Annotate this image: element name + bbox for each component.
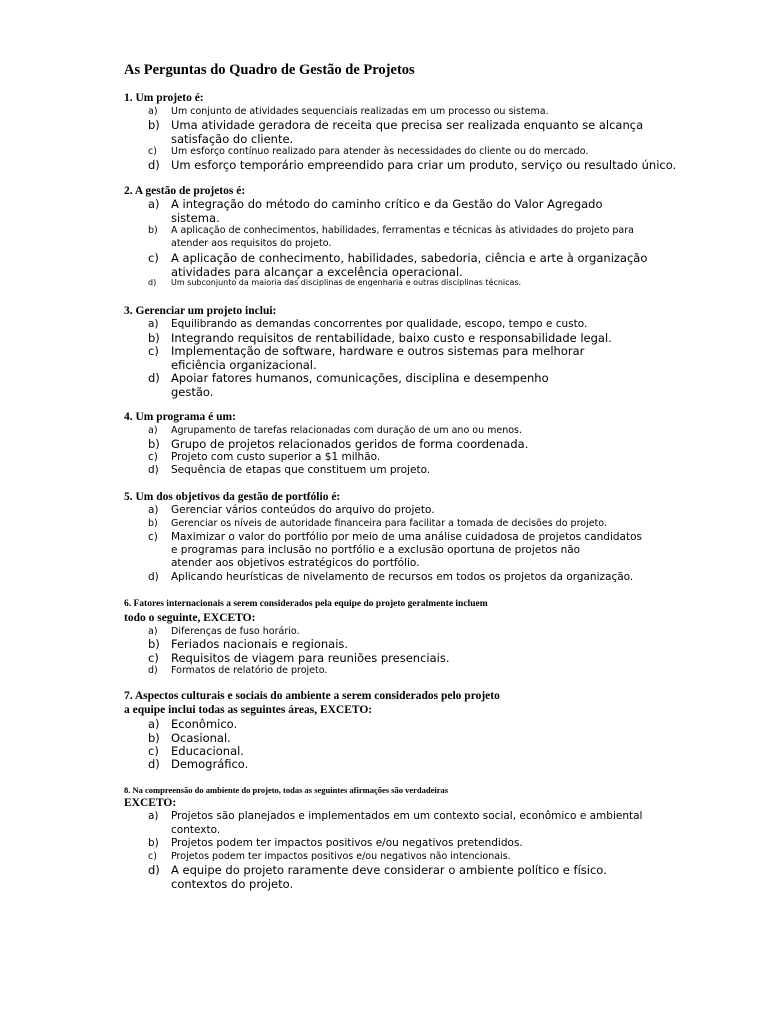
question-7-text: 7. Aspectos culturais e sociais do ambiente a serem considerados pelo projeto [124,690,500,702]
option-text: Ocasional. [171,731,231,745]
question-2-text: 2. A gestão de projetos é: [124,185,246,197]
option-letter: d) [148,863,160,877]
question-8-text-line2: EXCETO: [124,797,177,809]
option-letter: a) [148,626,158,637]
option-continuation: contexto. [171,824,221,836]
question-7-option-c [148,744,244,758]
option-continuation: sistema. [171,211,220,225]
question-7-option-a [148,717,237,731]
option-letter: a) [148,106,158,117]
option-text: Projetos são planejados e implementados em um contexto social, econômico e ambiental [171,810,643,822]
option-letter: a) [148,504,159,516]
option-letter: c) [148,744,159,758]
question-1-option-b [148,118,643,132]
option-continuation: e programas para inclusão no portfólio e a exclusão oportuna de projetos não [171,544,581,556]
option-letter: d) [148,371,160,385]
option-text: Um subconjunto da maioria das disciplinas de engenharia e outras disciplinas técnicas. [171,278,522,287]
question-2-option-c [148,251,647,265]
question-4-option-c [148,451,380,463]
option-letter: b) [148,225,158,236]
option-text: Aplicando heurísticas de nivelamento de recursos em todos os projetos da organização. [171,571,634,583]
option-text: Implementação de software, hardware e outros sistemas para melhorar [171,344,585,358]
option-letter: c) [148,251,159,265]
option-text: Demográfico. [171,757,249,771]
option-text: A integração do método do caminho crítico e da Gestão do Valor Agregado [171,197,603,211]
question-1-option-a [148,106,549,117]
question-6-option-d [148,665,327,676]
question-5-option-a [148,504,435,516]
question-2-option-b [148,225,634,236]
question-6-option-a [148,626,300,637]
option-text: A aplicação de conhecimento, habilidades, sabedoria, ciência e arte à organização [171,251,648,265]
option-continuation: atender aos objetivos estratégicos do portfólio. [171,557,420,569]
option-letter: c) [148,146,157,157]
option-text: Projeto com custo superior a $1 milhão. [171,451,381,463]
option-letter: d) [148,571,159,583]
option-text: Integrando requisitos de rentabilidade, baixo custo e responsabilidade legal. [171,331,612,345]
option-text: Um esforço contínuo realizado para atender às necessidades do cliente ou do mercado. [171,146,589,157]
option-letter: d) [148,757,160,771]
question-7-option-d [148,757,248,771]
option-continuation: eficiência organizacional. [171,358,317,372]
question-4-option-a [148,425,522,436]
option-text: Sequência de etapas que constituem um projeto. [171,464,431,476]
question-8-text: 8. Na compreensão do ambiente do projeto, todas as seguintes afirmações são verdadeiras [124,785,449,795]
option-letter: a) [148,717,160,731]
question-7-text-line2: a equipe inclui todas as seguintes áreas, EXCETO: [124,704,373,716]
option-text: Maximizar o valor do portfólio por meio de uma análise cuidadosa de projetos candidatos [171,531,642,543]
question-5-text: 5. Um dos objetivos da gestão de portfólio é: [124,491,341,503]
question-1-text: 1. Um projeto é: [124,92,204,104]
question-4-option-d [148,464,430,476]
option-continuation: atividades para alcançar a excelência operacional. [171,265,463,279]
question-3-text: 3. Gerenciar um projeto inclui: [124,305,277,317]
option-letter: a) [148,318,159,330]
option-text: Requisitos de viagem para reuniões presenciais. [171,651,450,665]
option-text: Agrupamento de tarefas relacionadas com duração de um ano ou menos. [171,425,523,436]
option-letter: b) [148,837,159,849]
option-text: Gerenciar vários conteúdos do arquivo do projeto. [171,504,435,516]
option-text: Um esforço temporário empreendido para criar um produto, serviço ou resultado único. [171,158,677,172]
question-1-option-c [148,146,588,157]
option-letter: a) [148,810,159,822]
option-text: Formatos de relatório de projeto. [171,665,328,676]
question-8-option-a [148,810,642,822]
question-7-option-b [148,731,231,745]
question-2-option-d [148,278,521,287]
question-6-text: 6. Fatores internacionais a serem considerados pela equipe do projeto geralmente incluem [124,599,488,609]
question-6-option-b [148,637,348,651]
question-5-option-c [148,531,642,543]
option-letter: c) [148,344,159,358]
question-2-option-a [148,197,603,211]
option-letter: b) [148,118,160,132]
question-3-option-a [148,318,587,330]
option-text: Projetos podem ter impactos positivos e/ou negativos pretendidos. [171,837,523,849]
option-text: Educacional. [171,744,244,758]
question-6-option-c [148,651,450,665]
option-text: A equipe do projeto raramente deve considerar o ambiente político e físico. [171,863,607,877]
option-continuation: satisfação do cliente. [171,132,294,146]
option-letter: d) [148,158,160,172]
option-letter: b) [148,731,160,745]
option-letter: b) [148,437,160,451]
question-4-option-b [148,437,528,451]
option-letter: b) [148,331,160,345]
question-3-option-b [148,331,612,345]
option-continuation: atender aos requisitos do projeto. [171,238,332,249]
option-text: Diferenças de fuso horário. [171,626,300,637]
option-letter: b) [148,518,158,529]
question-6-text-line2: todo o seguinte, EXCETO: [124,612,256,624]
option-letter: a) [148,425,158,436]
option-continuation: gestão. [171,385,214,399]
question-4-text: 4. Um programa é um: [124,411,236,423]
option-letter: d) [148,665,158,676]
option-letter: d) [148,278,157,287]
question-8-option-c [148,851,511,862]
option-text: Feriados nacionais e regionais. [171,637,349,651]
option-letter: c) [148,451,158,463]
question-5-option-d [148,571,633,583]
question-3-option-c [148,344,584,358]
option-letter: a) [148,197,160,211]
option-text: Apoiar fatores humanos, comunicações, disciplina e desempenho [171,371,549,385]
option-text: Equilibrando as demandas concorrentes por qualidade, escopo, tempo e custo. [171,318,588,330]
question-8-option-d [148,863,607,877]
option-letter: c) [148,851,157,862]
option-letter: c) [148,531,158,543]
option-text: A aplicação de conhecimentos, habilidades, ferramentas e técnicas às atividades do projeto para [171,225,634,236]
question-1-option-d [148,158,676,172]
option-text: Gerenciar os níveis de autoridade financeira para facilitar a tomada de decisões do projeto. [171,518,607,529]
page-title: As Perguntas do Quadro de Gestão de Projetos [124,62,415,78]
option-text: Uma atividade geradora de receita que precisa ser realizada enquanto se alcança [171,118,644,132]
question-3-option-d [148,371,549,385]
question-5-option-b [148,518,607,529]
question-8-option-b [148,837,523,849]
option-letter: d) [148,464,159,476]
option-text: Econômico. [171,717,238,731]
option-text: Projetos podem ter impactos positivos e/ou negativos não intencionais. [171,851,511,862]
option-letter: c) [148,651,159,665]
option-text: Grupo de projetos relacionados geridos de forma coordenada. [171,437,529,451]
option-letter: b) [148,637,160,651]
option-continuation: contextos do projeto. [171,877,294,891]
option-text: Um conjunto de atividades sequenciais realizadas em um processo ou sistema. [171,106,549,117]
